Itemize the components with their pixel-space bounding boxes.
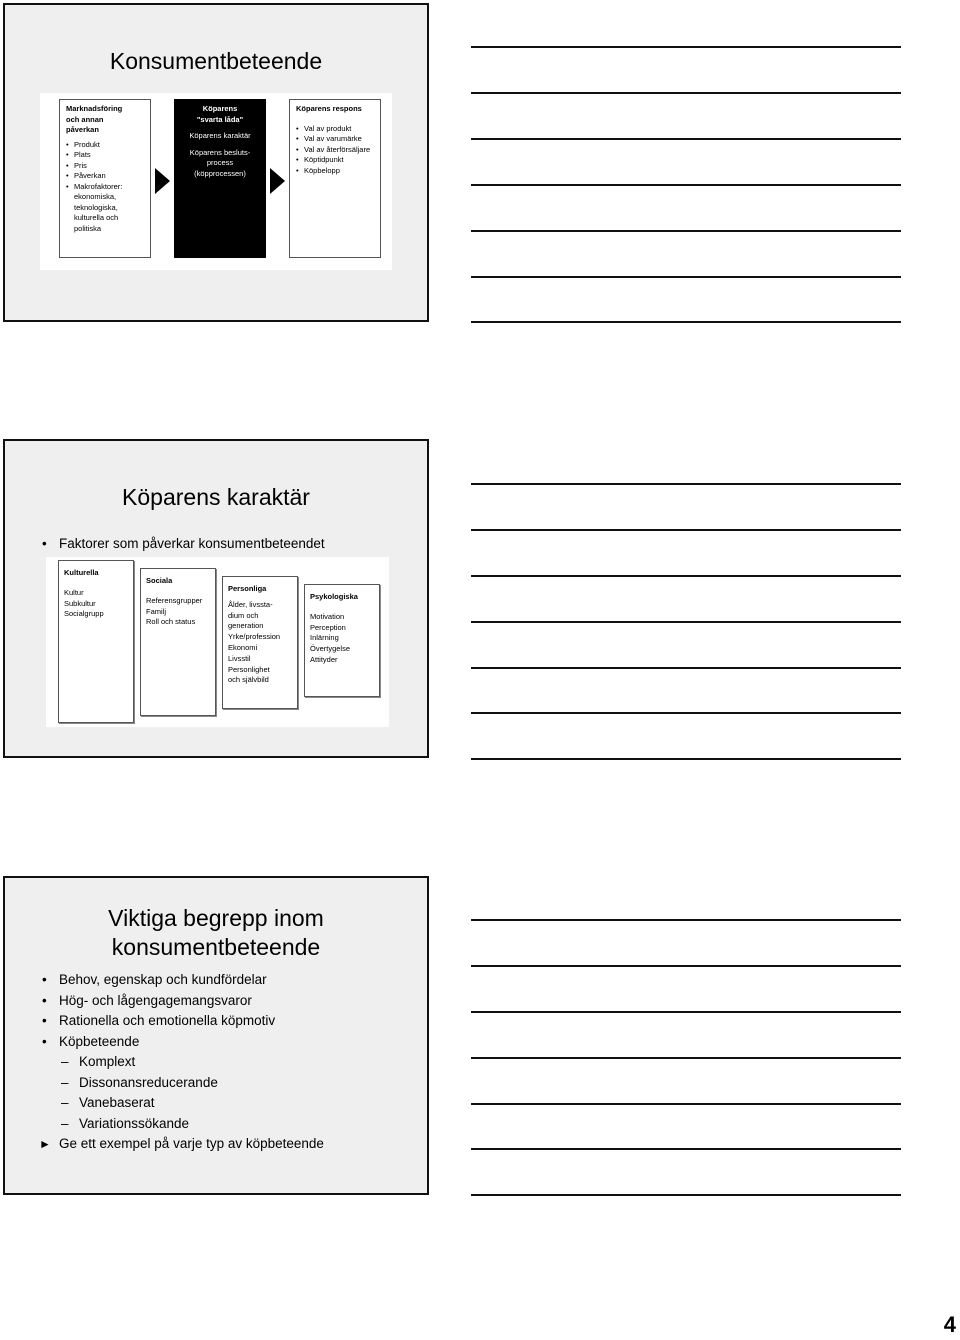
page-number: 4: [943, 1312, 956, 1337]
bullet-item: • Behov, egenskap och kundfördelar: [41, 970, 324, 991]
card-title: Personliga: [228, 584, 267, 593]
list-item: • Påverkan: [66, 171, 144, 182]
card-item: Kultur: [64, 587, 84, 597]
box-title: Köparens respons: [296, 104, 362, 113]
note-line: [471, 667, 901, 669]
note-line: [471, 230, 901, 232]
note-line: [471, 1057, 901, 1059]
slide-1: [3, 3, 429, 322]
box-title: Marknadsföring och annan påverkan: [66, 104, 123, 134]
card-item: Familj: [146, 606, 166, 616]
slide-title: Köparens karaktär: [122, 484, 310, 510]
slide-title: [5, 904, 427, 962]
bullet-item: • Faktorer som påverkar konsumentbeteendet: [41, 534, 325, 555]
card-item: dium och: [228, 610, 259, 620]
note-line: [471, 758, 901, 760]
list-item: • Plats: [66, 150, 144, 161]
card-item: Ålder, livssta-: [228, 599, 273, 609]
card-item: och självbild: [228, 675, 269, 685]
card-item: Motivation: [310, 611, 345, 621]
note-line: [471, 46, 901, 48]
bullet-list: [41, 534, 325, 555]
note-line: [471, 184, 901, 186]
card-item: generation: [228, 621, 264, 631]
list-item: • Produkt: [66, 140, 144, 151]
list-item: • Val av varumärke: [296, 134, 374, 145]
card-item: Övertygelse: [310, 644, 351, 654]
buyer-response-box: [289, 99, 381, 258]
slide-title-line: Viktiga begrepp inom: [108, 905, 324, 931]
list-item: politiska: [74, 223, 102, 233]
list-item: • Köpbelopp: [296, 166, 374, 177]
card-item: Referensgrupper: [146, 595, 203, 605]
note-line: [471, 919, 901, 921]
bullet-item: • Rationella och emotionella köpmotiv: [41, 1011, 324, 1032]
sub-bullet-item: – Komplext: [41, 1052, 324, 1073]
card-personal: [222, 576, 298, 709]
box-list: [66, 140, 144, 235]
slide-title: Konsumentbeteende: [109, 48, 323, 74]
buyer-characteristics-figure: [46, 557, 389, 727]
box-title: Köparens "svarta låda": [196, 104, 244, 124]
marketing-influence-box: [59, 99, 151, 258]
list-item: ekonomiska,: [74, 192, 117, 201]
card-title: Psykologiska: [310, 592, 358, 601]
card-item: Roll och status: [146, 617, 196, 627]
note-line: [471, 1011, 901, 1013]
note-line: [471, 1103, 901, 1105]
box-list: [296, 124, 374, 177]
consumer-behavior-model-figure: [40, 93, 392, 270]
card-item: Personlighet: [228, 664, 270, 674]
card-title: Kulturella: [64, 568, 99, 577]
note-line: [471, 1148, 901, 1150]
note-line: [471, 621, 901, 623]
arrow-bullet-item: ► Ge ett exempel på varje typ av köpbeteende: [39, 1134, 324, 1155]
list-item: kulturella och: [74, 213, 119, 222]
card-item: Inlärning: [310, 633, 339, 643]
arrow-right-icon: [270, 168, 285, 194]
note-line: [471, 92, 901, 94]
card-item: Subkultur: [64, 598, 96, 608]
card-cultural: [58, 560, 134, 723]
card-social: [140, 568, 216, 716]
bullet-item: • Hög- och lågengagemangsvaror: [41, 991, 324, 1012]
card-item: Ekonomi: [228, 642, 258, 652]
sub-bullet-item: – Vanebaserat: [41, 1093, 324, 1114]
note-line: [471, 483, 901, 485]
list-item: • Makrofaktorer:: [66, 182, 144, 193]
sub-bullet-item: – Dissonansreducerande: [41, 1073, 324, 1094]
card-item: Perception: [310, 622, 346, 632]
sub-bullet-item: – Variationssökande: [41, 1114, 324, 1135]
card-title: Sociala: [146, 576, 173, 585]
card-item: Socialgrupp: [64, 609, 104, 619]
note-line: [471, 1194, 901, 1196]
arrow-right-icon: [155, 168, 170, 194]
card-item: Attityder: [310, 654, 338, 664]
note-line: [471, 276, 901, 278]
note-line: [471, 138, 901, 140]
box-line: Köparens besluts- process (köpprocessen): [189, 147, 251, 178]
list-item: • Köptidpunkt: [296, 155, 374, 166]
box-line: Köparens karaktär: [189, 131, 251, 140]
bullet-list: [41, 970, 324, 1155]
slide-3: [3, 876, 429, 1195]
note-line: [471, 712, 901, 714]
list-item: • Val av produkt: [296, 124, 374, 135]
card-item: Livsstil: [228, 653, 251, 663]
black-box: [174, 99, 266, 258]
bullet-item: • Köpbeteende: [41, 1032, 324, 1053]
slide-2: [3, 439, 429, 758]
card-psychological: [304, 584, 380, 697]
slide-title-line: konsumentbeteende: [111, 934, 321, 960]
note-line: [471, 965, 901, 967]
list-item: teknologiska,: [74, 202, 118, 212]
note-line: [471, 529, 901, 531]
list-item: • Pris: [66, 161, 144, 172]
list-item: • Val av återförsäljare: [296, 145, 374, 156]
note-line: [471, 575, 901, 577]
note-line: [471, 321, 901, 323]
card-item: Yrke/profession: [228, 632, 281, 642]
